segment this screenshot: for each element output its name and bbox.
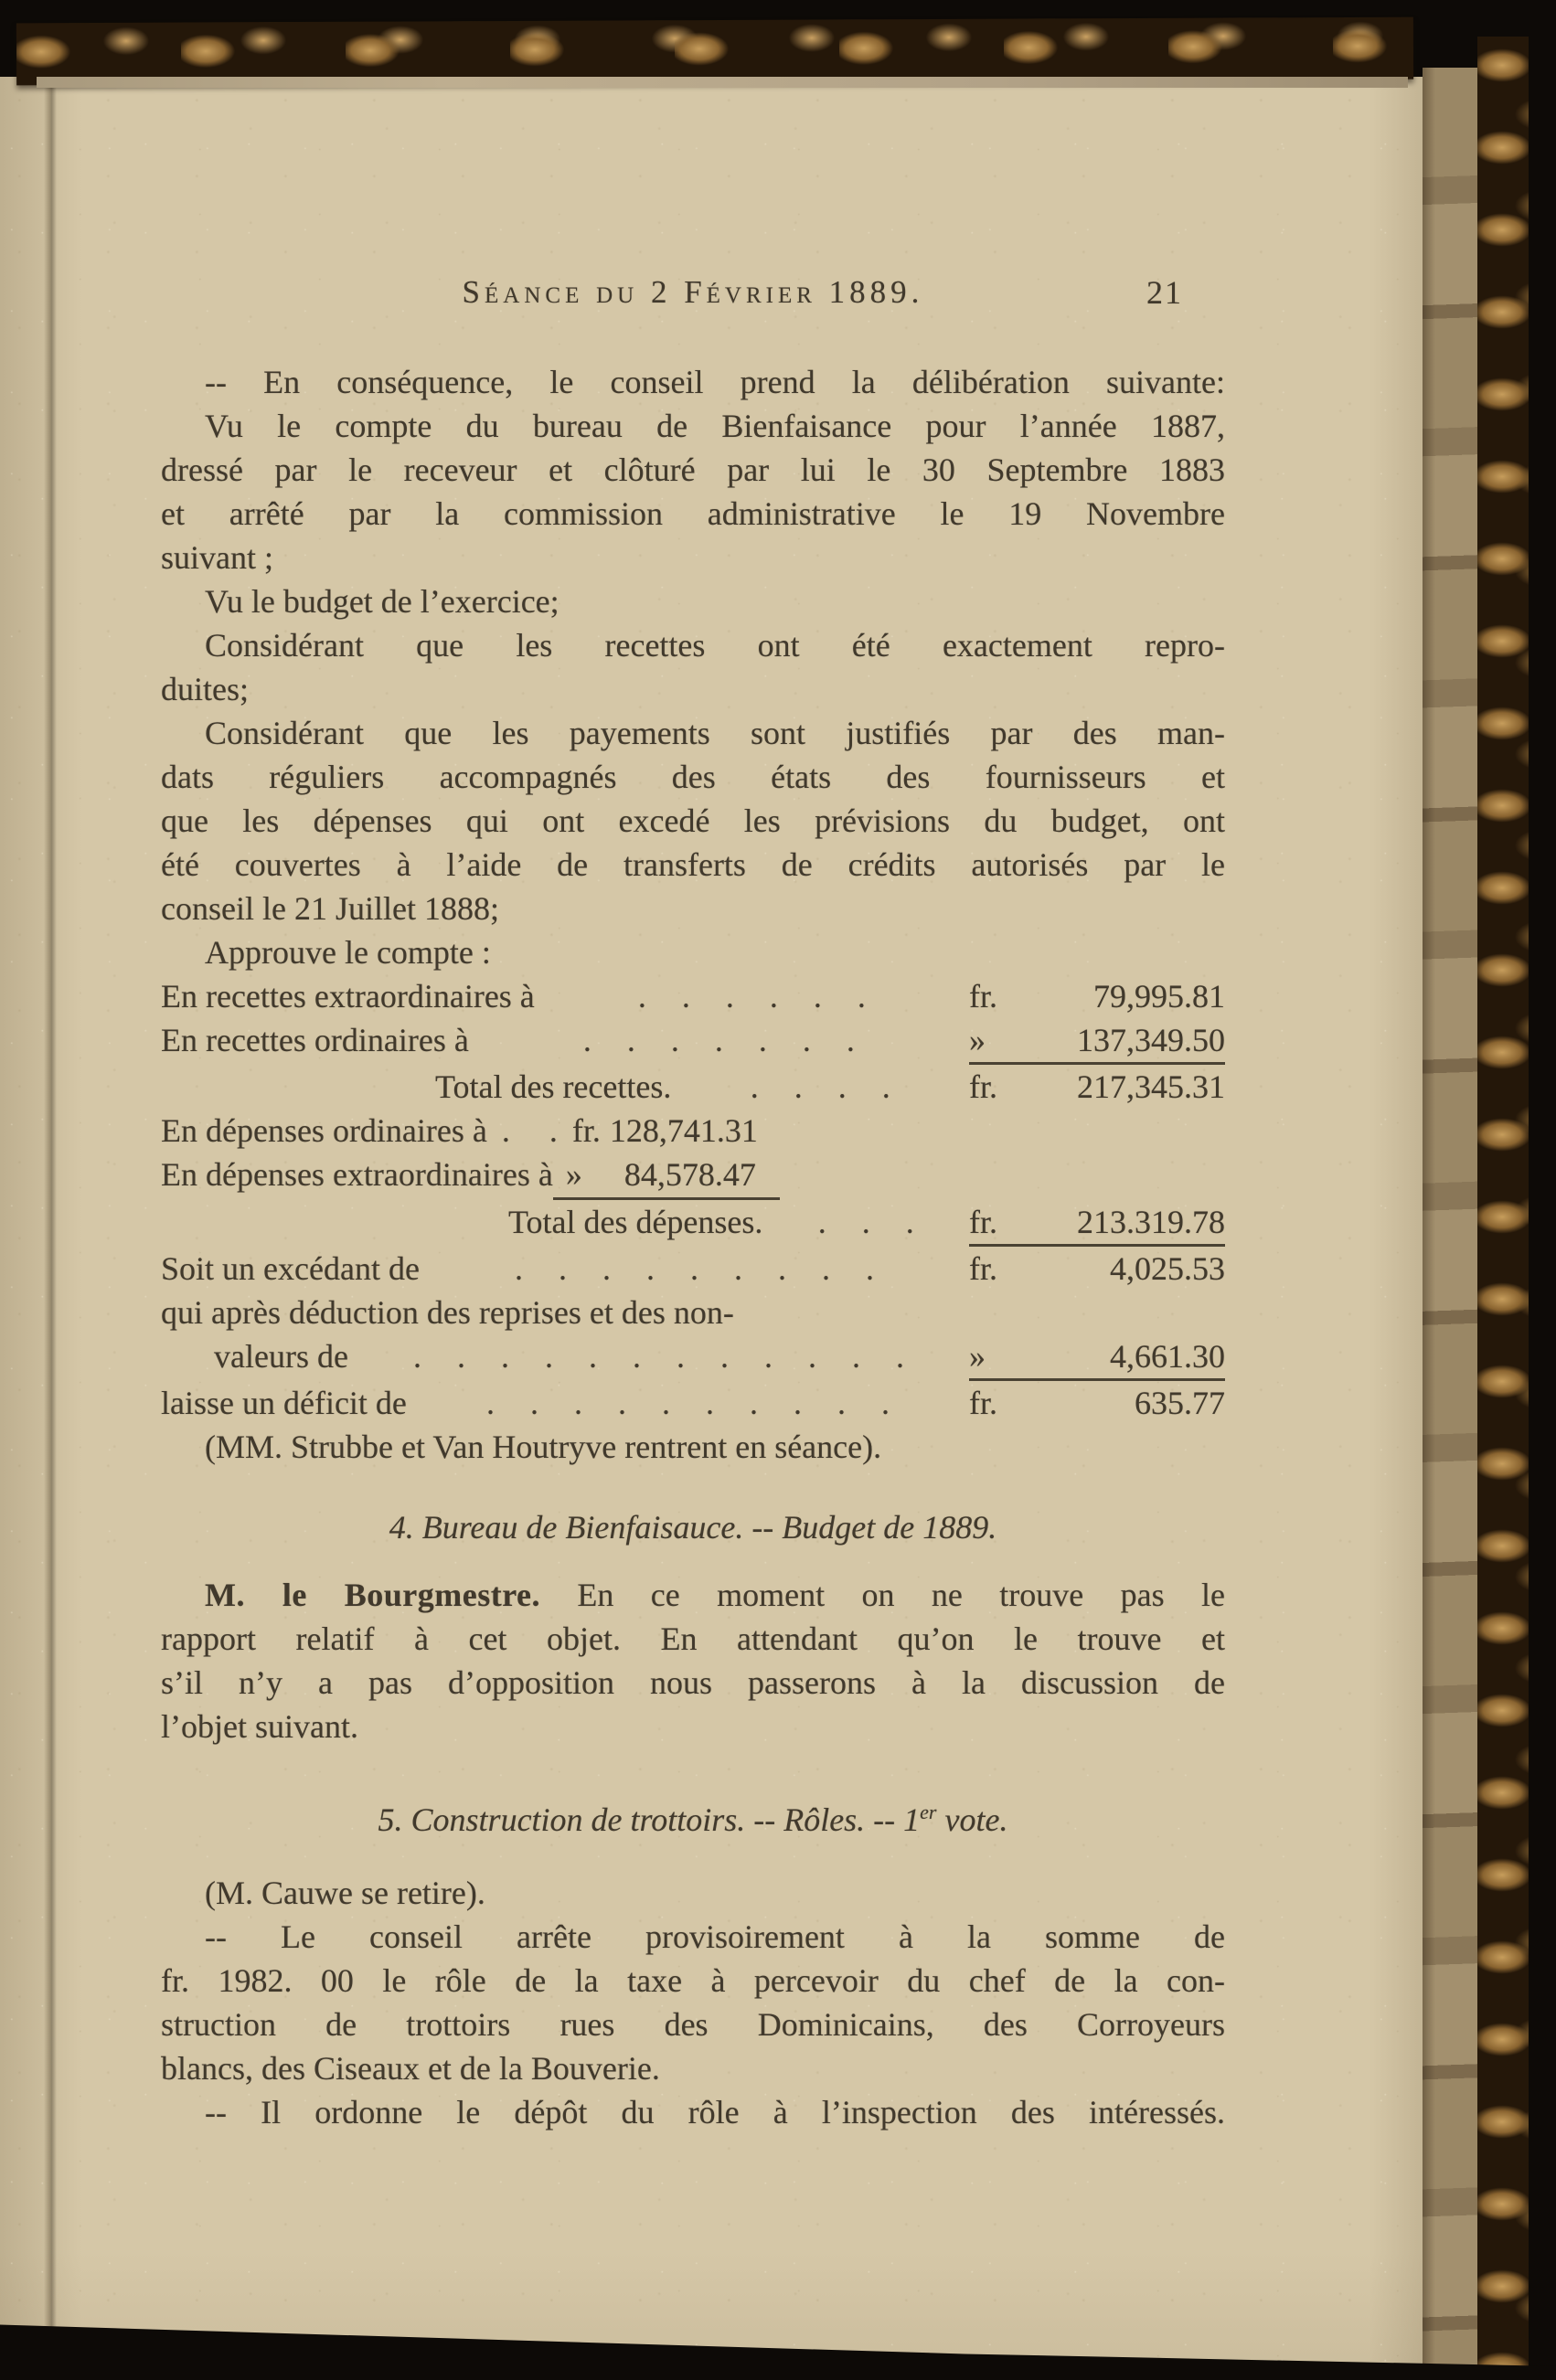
page-number: 21 <box>1146 274 1183 311</box>
account-label: Total des recettes. <box>435 1068 672 1105</box>
account-amount: 217,345.31 <box>1077 1068 1225 1105</box>
currency-label: fr. <box>969 1204 997 1240</box>
account-label: Soit un excédant de <box>161 1250 420 1287</box>
account-amount: 635.77 <box>1135 1385 1225 1421</box>
paragraph-line: -- Il ordonne le dépôt du rôle à l’inspection des intéressés. <box>205 2094 1225 2130</box>
page-gutter-crease <box>44 77 57 2380</box>
paragraph-line: dats réguliers accompagnés des états des fournisseurs et <box>161 759 1225 795</box>
paragraph-line: que les dépenses qui ont excedé les prévisions du budget, ont <box>161 802 1225 839</box>
paragraph-line: fr. 1982. 00 le rôle de la taxe à percevoir du chef de la con- <box>161 1962 1225 1999</box>
account-label: En recettes extraordinaires à <box>161 978 535 1015</box>
dot-leader: . . . <box>817 1204 914 1240</box>
paragraph-line: struction de trottoirs rues des Dominicains, des Corroyeurs <box>161 2006 1225 2043</box>
dot-leader: . . . . . . . . . . . . <box>412 1338 904 1375</box>
heading-text: 5. Construction de trottoirs. -- Rôles. -- 1 <box>378 1801 921 1838</box>
paragraph-line: conseil le 21 Juillet 1888; <box>161 890 499 927</box>
ditto-mark: » <box>969 1022 986 1058</box>
paragraph-line: et arrêté par la commission administrative le 19 Novembre <box>161 495 1225 532</box>
ordinal-superscript: er <box>920 1801 937 1823</box>
dot-leader: . . . . . . . . . <box>514 1250 874 1287</box>
speaker-name: M. le Bourgmestre. <box>205 1577 541 1613</box>
paragraph-line: été couvertes à l’aide de transferts de crédits autorisés par le <box>161 846 1225 883</box>
paragraph-line: (M. Cauwe se retire). <box>205 1875 485 1911</box>
page-block-right-edge <box>1423 68 1479 2380</box>
dot-leader: . . . . <box>750 1068 890 1105</box>
ditto-mark: » <box>565 1156 582 1193</box>
account-amount: 128,741.31 <box>609 1112 758 1149</box>
paragraph-line: Vu le budget de l’exercice; <box>205 583 560 620</box>
account-row-depenses-ordinaires <box>161 1109 1225 1153</box>
page-content <box>161 271 1225 2134</box>
account-row-recettes-ordinaires <box>161 1018 1225 1065</box>
paragraph-line: duites; <box>161 671 249 707</box>
account-label: laisse un déficit de <box>161 1385 407 1421</box>
paragraph-line: -- En conséquence, le conseil prend la délibération suivante: <box>205 364 1225 400</box>
ditto-mark: » <box>969 1338 986 1375</box>
heading-text: vote. <box>936 1801 1008 1838</box>
account-amount: 4,661.30 <box>1110 1338 1225 1375</box>
account-label: valeurs de <box>214 1338 348 1375</box>
account-amount: 79,995.81 <box>1093 978 1225 1015</box>
running-title: Séance du 2 Février 1889. <box>462 274 924 310</box>
currency-label: fr. <box>969 1068 997 1105</box>
paragraph-line: s’il n’y a pas d’opposition nous passerons à la discussion de <box>161 1664 1225 1701</box>
page-header <box>161 271 1225 313</box>
currency-label: fr. <box>969 1250 997 1287</box>
account-label: Total des dépenses. <box>508 1204 763 1240</box>
currency-label: fr. <box>969 1385 997 1421</box>
paragraph-line: Considérant que les recettes ont été exactement repro- <box>205 627 1225 664</box>
paragraph-line: -- Le conseil arrête provisoirement à la somme de <box>205 1918 1225 1955</box>
scan-background-right <box>1529 0 1556 2380</box>
section-heading-4: 4. Bureau de Bienfaisauce. -- Budget de 1889. <box>389 1509 997 1546</box>
paragraph-text: En ce moment on ne trouve pas le <box>540 1577 1225 1613</box>
paragraph-line: Vu le compte du bureau de Bienfaisance pour l’année 1887, <box>205 408 1225 444</box>
account-row-excedant <box>161 1247 1225 1291</box>
account-row-recettes-extraordinaires <box>161 974 1225 1018</box>
account-row-total-recettes <box>161 1065 1225 1109</box>
account-amount: 4,025.53 <box>1110 1250 1225 1287</box>
account-label: En dépenses ordinaires à <box>161 1112 487 1149</box>
book-cover-right-edge <box>1477 37 1530 2380</box>
paragraph-line: (MM. Strubbe et Van Houtryve rentrent en séance). <box>205 1429 882 1465</box>
account-amount: 84,578.47 <box>623 1156 756 1193</box>
paragraph-line: Considérant que les payements sont justifiés par des man- <box>205 715 1225 751</box>
currency-label: fr. <box>969 978 997 1015</box>
account-row-total-depenses <box>161 1200 1225 1247</box>
paragraph-line: blancs, des Ciseaux et de la Bouverie. <box>161 2050 660 2087</box>
paragraph-line <box>161 1573 1225 1617</box>
dot-leader: . . . . . . . <box>582 1022 855 1058</box>
account-row-depenses-extraordinaires <box>161 1153 1225 1200</box>
currency-label: fr. <box>571 1112 601 1149</box>
account-amount: 137,349.50 <box>1077 1022 1225 1058</box>
paragraph-line: Approuve le compte : <box>205 934 491 971</box>
account-row-deficit <box>161 1381 1225 1425</box>
paragraph-line: l’objet suivant. <box>161 1708 358 1745</box>
paragraph-line: suivant ; <box>161 539 273 576</box>
account-row-non-valeurs <box>161 1334 1225 1381</box>
dot-leader: . . . . . . <box>637 978 866 1015</box>
book-cover-top-edge <box>16 17 1413 86</box>
paragraph-line: rapport relatif à cet objet. En attendant qu’on le trouve et <box>161 1620 1225 1657</box>
paragraph-line: dressé par le receveur et clôturé par lui le 30 Septembre 1883 <box>161 452 1225 488</box>
account-amount: 213.319.78 <box>1077 1204 1225 1240</box>
dot-leader: . . <box>501 1112 558 1149</box>
account-label: En dépenses extraordinaires à <box>161 1156 553 1193</box>
account-label: En recettes ordinaires à <box>161 1022 469 1058</box>
page-block-top-edge <box>37 77 1408 88</box>
account-continuation-line: qui après déduction des reprises et des non- <box>161 1294 734 1331</box>
section-heading-5 <box>161 1790 1225 1842</box>
dot-leader: . . . . . . . . . . <box>485 1385 890 1421</box>
